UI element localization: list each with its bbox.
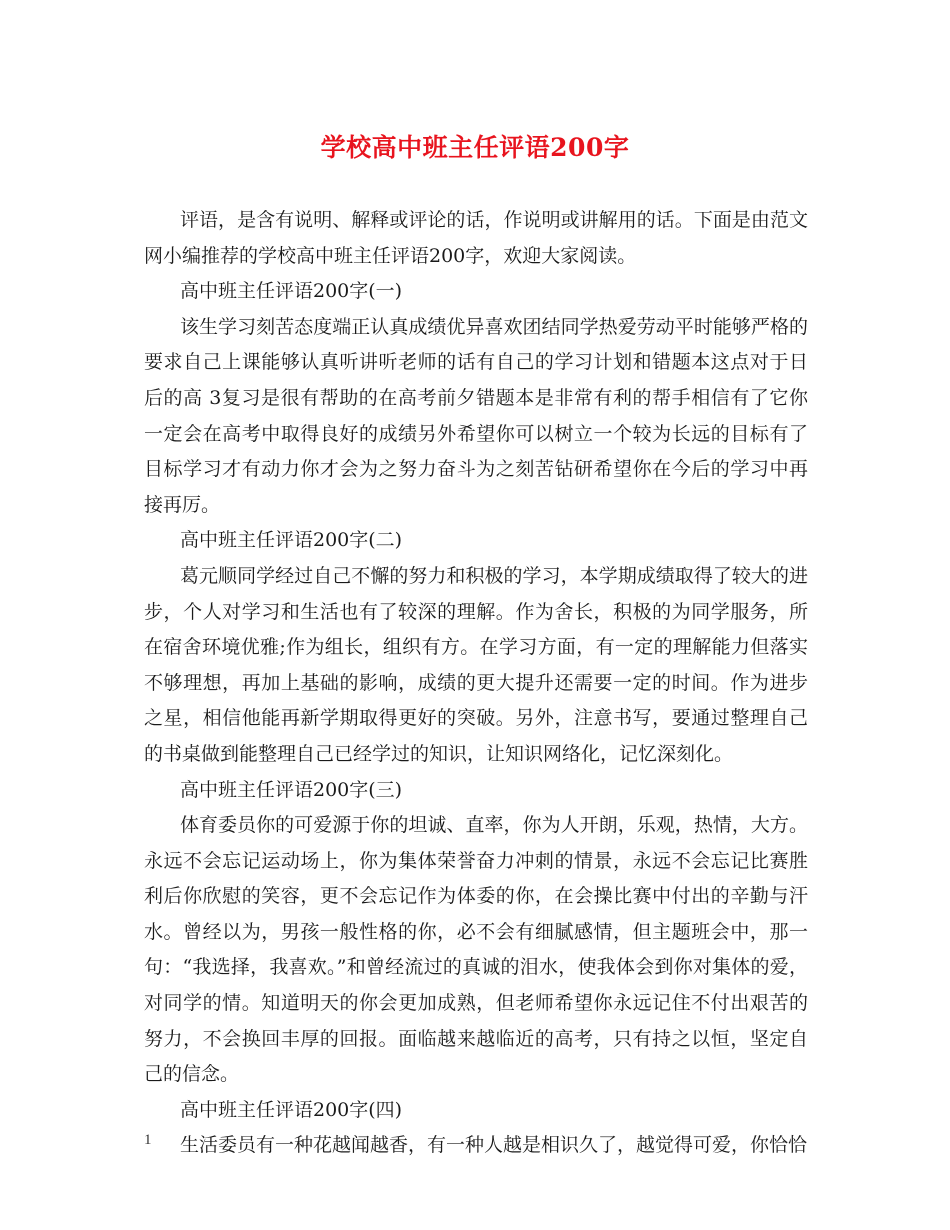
section-paragraph-2: 葛元顺同学经过自己不懈的努力和积极的学习，本学期成绩取得了较大的进步，个人对学习和生活也有了较深的理解。作为舍长，积极的为同学服务，所在宿舍环境优雅;作为组长，组织有方。在学习方面，有一定的理解能力但落实不够理想，再加上基础的影响，成绩的更大提升还需要一定的时间。作为进步之星，相信他能再新学期取得更好的突破。另外，注意书写，要通过整理自己的书桌做到能整理自己已经学过的知识，让知识网络化，记忆深刻化。 (144, 564, 808, 765)
section-paragraph-4: 生活委员有一种花越闻越香，有一种人越是相识久了，越觉得可爱，你恰恰 (180, 1134, 808, 1157)
section-heading-2: 高中班主任评语200字(二) (180, 529, 403, 552)
page-number: 1 (144, 1132, 152, 1148)
section-heading-3: 高中班主任评语200字(三) (180, 778, 403, 801)
document-title: 学校高中班主任评语200字 (320, 133, 630, 162)
section-heading-4: 高中班主任评语200字(四) (180, 1098, 403, 1121)
section-heading-1: 高中班主任评语200字(一) (180, 280, 403, 303)
document-body (144, 203, 808, 1164)
intro-paragraph: 评语，是含有说明、解释或评论的话，作说明或讲解用的话。下面是由范文网小编推荐的学校高中班主任评语200字，欢迎大家阅读。 (144, 209, 808, 267)
section-paragraph-1: 该生学习刻苦态度端正认真成绩优异喜欢团结同学热爱劳动平时能够严格的要求自己上课能够认真听讲听老师的话有自己的学习计划和错题本这点对于日后的高 3复习是很有帮助的在高考前夕错题本是非常有利的帮手相信有了它你一定会在高考中取得良好的成绩另外希望你可以树立一个较为长远的目标有了目标学习才有动力你才会为之努力奋斗为之刻苦钻研希望你在今后的学习中再接再厉。 (144, 315, 808, 516)
section-paragraph-3: 体育委员你的可爱源于你的坦诚、直率，你为人开朗，乐观，热情，大方。永远不会忘记运动场上，你为集体荣誉奋力冲刺的情景，永远不会忘记比赛胜利后你欣慰的笑容，更不会忘记作为体委的你，在会操比赛中付出的辛勤与汗水。曾经以为，男孩一般性格的你，必不会有细腻感情，但主题班会中，那一句：“我选择，我喜欢。”和曾经流过的真诚的泪水，使我体会到你对集体的爱，对同学的情。知道明天的你会更加成熟，但老师希望你永远记住不付出艰苦的努力，不会换回丰厚的回报。面临越来越临近的高考，只有持之以恒，坚定自己的信念。 (144, 814, 808, 1086)
